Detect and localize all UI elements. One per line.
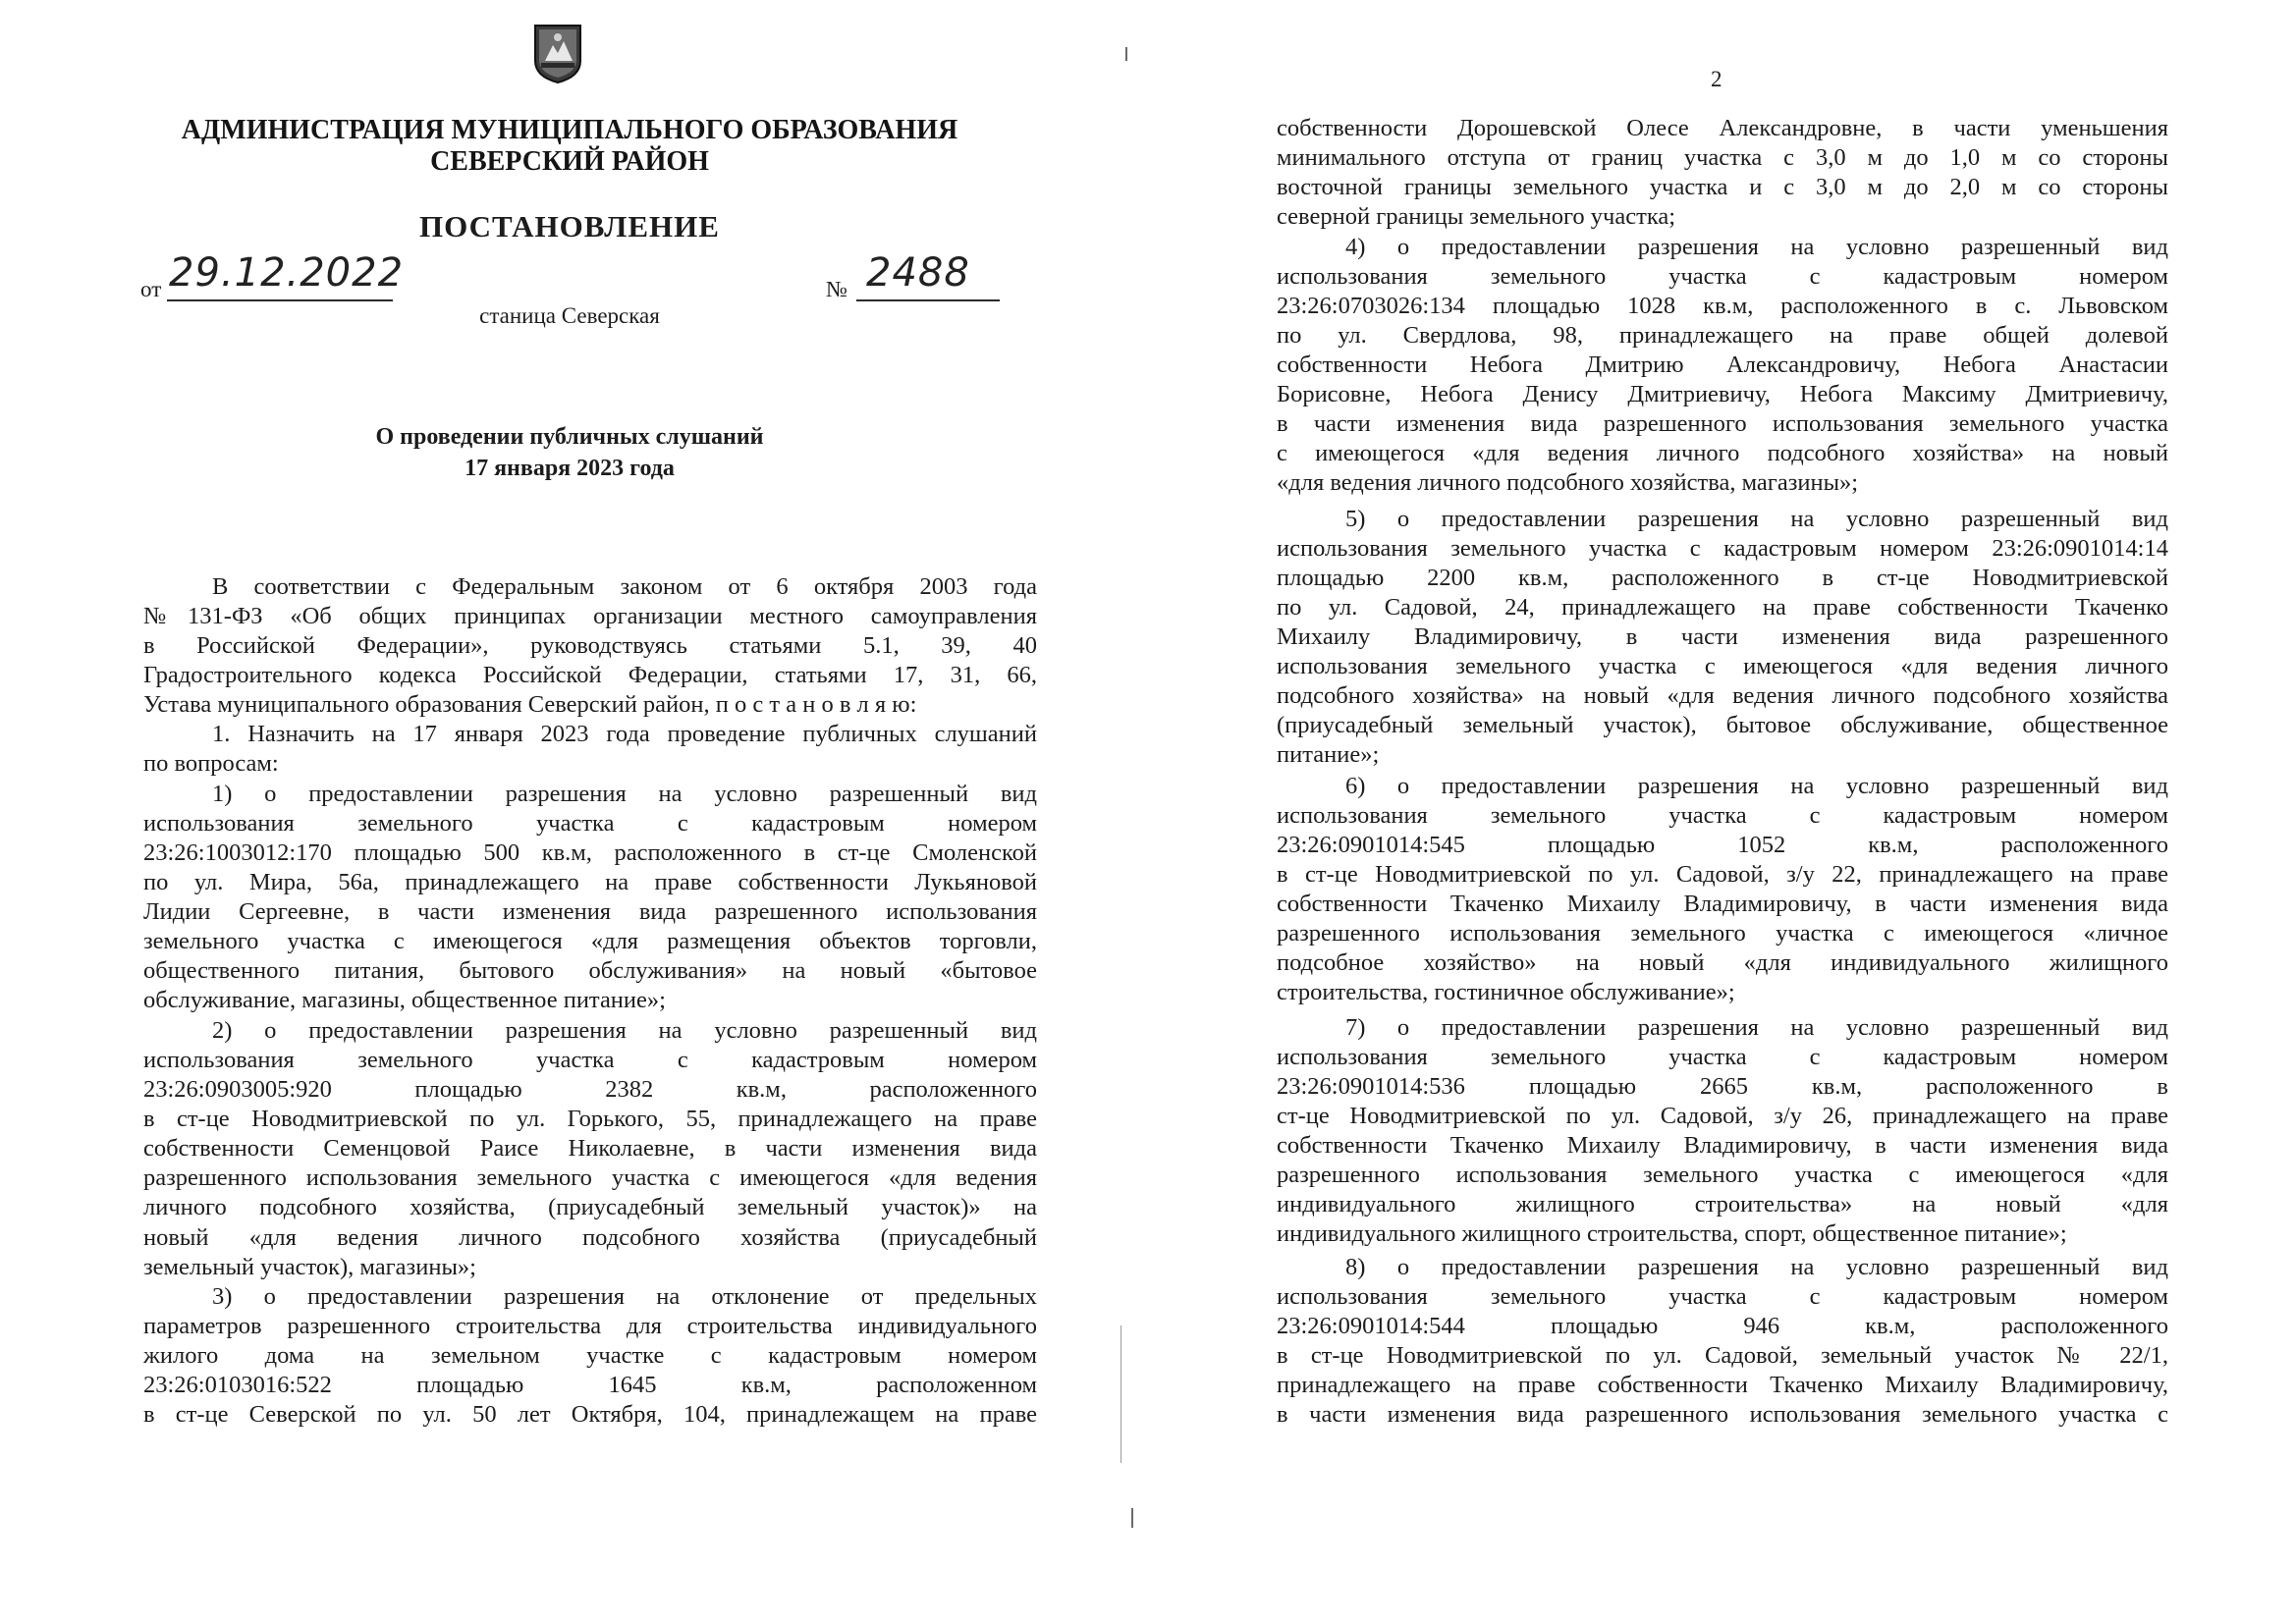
text-line: подсобное хозяйство» на новый «для индивидуального жилищного [1277, 949, 2168, 976]
text-line: 1. Назначить на 17 января 2023 года проведение публичных слушаний [212, 721, 1037, 747]
text-line: использования земельного участка с кадастровым номером [1277, 1044, 2168, 1070]
text-line: собственности Ткаченко Михаилу Владимировичу, в части изменения вида [1277, 891, 2168, 917]
text-line: в Российской Федерации», руководствуясь статьями 5.1, 39, 40 [143, 632, 1037, 659]
text-line: №131-ФЗ «Об общих принципах организации местного самоуправления [143, 603, 1037, 629]
text-line: 23:26:0903005:920 площадью 2382 кв.м, расположенного [143, 1076, 1037, 1103]
text-line: в ст-це Новодмитриевской по ул. Горького, 55, принадлежащего на праве [143, 1106, 1037, 1132]
text-line: новый «для ведения личного подсобного хозяйства (приусадебный [143, 1224, 1037, 1251]
text-line: Михаилу Владимировичу, в части изменения вида разрешенного [1277, 623, 2168, 650]
text-line: собственности Семенцовой Раисе Николаевне, в части изменения вида [143, 1135, 1037, 1162]
text-line: Устава муниципального образования Северский район, п о с т а н о в л я ю: [143, 691, 917, 718]
text-line: 5) о предоставлении разрешения на условно разрешенный вид [1345, 506, 2168, 532]
org-title-line1: АДМИНИСТРАЦИЯ МУНИЦИПАЛЬНОГО ОБРАЗОВАНИЯ [181, 115, 958, 145]
text-line: в ст-це Новодмитриевской по ул. Садовой, земельный участок № 22/1, [1277, 1342, 2168, 1369]
number-prefix: № [826, 277, 847, 301]
text-line: общественного питания, бытового обслуживания» на новый «бытовое [143, 957, 1037, 984]
text-line: жилого дома на земельном участке с кадастровым номером [143, 1342, 1037, 1369]
text-line: собственности Небога Дмитрию Александровичу, Небога Анастасии [1277, 352, 2168, 378]
text-line: питание»; [1277, 741, 1380, 768]
subject-line2: 17 января 2023 года [465, 456, 675, 481]
text-line: личного подсобного хозяйства, (приусадебный земельный участок)» на [143, 1194, 1037, 1220]
org-title-line2: СЕВЕРСКИЙ РАЙОН [430, 146, 709, 177]
text-line: 23:26:0901014:544 площадью 946 кв.м, расположенного [1277, 1313, 2168, 1339]
text-line: разрешенного использования земельного участка с имеющегося «для ведения [143, 1164, 1037, 1191]
scan-mark [1125, 47, 1127, 61]
number-underline [856, 299, 1000, 301]
coat-of-arms-icon [531, 22, 584, 84]
text-line: использования земельного участка с кадастровым номером [143, 1047, 1037, 1073]
scan-mark [1131, 1508, 1133, 1528]
text-line: в части изменения вида разрешенного использования земельного участка с [1277, 1401, 2168, 1428]
text-line: Градостроительного кодекса Российской Федерации, статьями 17, 31, 66, [143, 662, 1037, 688]
text-line: подсобного хозяйства» на новый «для ведения личного подсобного хозяйства [1277, 682, 2168, 709]
text-line: 23:26:0901014:545 площадью 1052 кв.м, расположенного [1277, 832, 2168, 858]
text-line: 7) о предоставлении разрешения на условно разрешенный вид [1345, 1014, 2168, 1041]
text-line: 23:26:0703026:134 площадью 1028 кв.м, расположенного в с. Львовском [1277, 293, 2168, 319]
right-page [1148, 0, 2296, 1623]
text-line: собственности Ткаченко Михаилу Владимировичу, в части изменения вида [1277, 1132, 2168, 1159]
text-line: по ул. Мира, 56а, принадлежащего на праве собственности Лукьяновой [143, 869, 1037, 895]
date-prefix: от [140, 277, 162, 301]
text-line: в части изменения вида разрешенного использования земельного участка [1277, 410, 2168, 437]
text-line: восточной границы земельного участка и с 3,0 м до 2,0 м со стороны [1277, 174, 2168, 200]
text-line: принадлежащего на праве собственности Ткаченко Михаилу Владимировичу, [1277, 1372, 2168, 1398]
date-handwritten: 29.12.2022 [169, 250, 405, 296]
text-line: 6) о предоставлении разрешения на условно разрешенный вид [1345, 773, 2168, 799]
text-line: в ст-це Северской по ул. 50 лет Октября, 104, принадлежащем на праве [143, 1401, 1037, 1428]
text-line: по ул. Свердлова, 98, принадлежащего на праве общей долевой [1277, 322, 2168, 349]
text-line: с имеющегося «для ведения личного подсобного хозяйства» на новый [1277, 440, 2168, 466]
text-line: использования земельного участка с кадастровым номером [1277, 1283, 2168, 1310]
text-line: разрешенного использования земельного участка с имеющегося «для [1277, 1162, 2168, 1188]
text-line: 8) о предоставлении разрешения на условно разрешенный вид [1345, 1254, 2168, 1280]
text-line: индивидуального жилищного строительства» на новый «для [1277, 1191, 2168, 1217]
text-line: собственности Дорошевской Олесе Александровне, в части уменьшения [1277, 115, 2168, 141]
text-line: Борисовне, Небога Денису Дмитриевичу, Небога Максиму Дмитриевичу, [1277, 381, 2168, 407]
text-line: 3) о предоставлении разрешения на отклонение от предельных [212, 1283, 1037, 1310]
text-line: использования земельного участка с имеющегося «для ведения личного [1277, 653, 2168, 679]
text-line: «для ведения личного подсобного хозяйства, магазины»; [1277, 469, 1859, 496]
text-line: 4) о предоставлении разрешения на условно разрешенный вид [1345, 234, 2168, 260]
text-line: Лидии Сергеевне, в части изменения вида разрешенного использования [143, 898, 1037, 925]
text-line: индивидуального жилищного строительства, спорт, общественное питание»; [1277, 1220, 2067, 1247]
text-line: 2) о предоставлении разрешения на условно разрешенный вид [212, 1017, 1037, 1044]
text-line: обслуживание, магазины, общественное питание»; [143, 987, 666, 1013]
text-line: использования земельного участка с кадастровым номером [1277, 802, 2168, 829]
text-line: использования земельного участка с кадастровым номером [143, 810, 1037, 837]
number-handwritten: 2488 [866, 250, 970, 296]
date-underline [167, 299, 393, 301]
text-line: использования земельного участка с кадастровым номером [1277, 263, 2168, 290]
text-line: параметров разрешенного строительства для строительства индивидуального [143, 1313, 1037, 1339]
place-of-issue: станица Северская [479, 303, 660, 328]
text-line: по ул. Садовой, 24, принадлежащего на праве собственности Ткаченко [1277, 594, 2168, 621]
text-line: строительства, гостиничное обслуживание»; [1277, 979, 1735, 1005]
text-line: северной границы земельного участка; [1277, 203, 1676, 230]
text-line: 1) о предоставлении разрешения на условно разрешенный вид [212, 781, 1037, 807]
text-line: ст-це Новодмитриевской по ул. Садовой, з/у 26, принадлежащего на праве [1277, 1103, 2168, 1129]
text-line: земельный участок), магазины»; [143, 1254, 476, 1280]
text-line: в ст-це Новодмитриевской по ул. Садовой, з/у 22, принадлежащего на праве [1277, 861, 2168, 888]
subject-line1: О проведении публичных слушаний [375, 424, 764, 450]
text-line: земельного участка с имеющегося «для размещения объектов торговли, [143, 928, 1037, 954]
text-line: В соответствии с Федеральным законом от 6 октября 2003 года [212, 573, 1037, 600]
text-line: (приусадебный земельный участок), бытовое обслуживание, общественное [1277, 712, 2168, 738]
text-line: 23:26:0103016:522 площадью 1645 кв.м, расположенном [143, 1372, 1037, 1398]
text-line: 23:26:0901014:536 площадью 2665 кв.м, расположенного в [1277, 1073, 2168, 1100]
text-line: использования земельного участка с кадастровым номером 23:26:0901014:14 [1277, 535, 2168, 562]
text-line: 23:26:1003012:170 площадью 500 кв.м, расположенного в ст-це Смоленской [143, 839, 1037, 866]
page-number: 2 [1711, 67, 1722, 91]
document-type-title: ПОСТАНОВЛЕНИЕ [419, 209, 720, 243]
text-line: минимального отступа от границ участка с 3,0 м до 1,0 м со стороны [1277, 144, 2168, 171]
text-line: площадью 2200 кв.м, расположенного в ст-це Новодмитриевской [1277, 565, 2168, 591]
text-line: разрешенного использования земельного участка с имеющегося «личное [1277, 920, 2168, 947]
text-line: по вопросам: [143, 750, 279, 777]
